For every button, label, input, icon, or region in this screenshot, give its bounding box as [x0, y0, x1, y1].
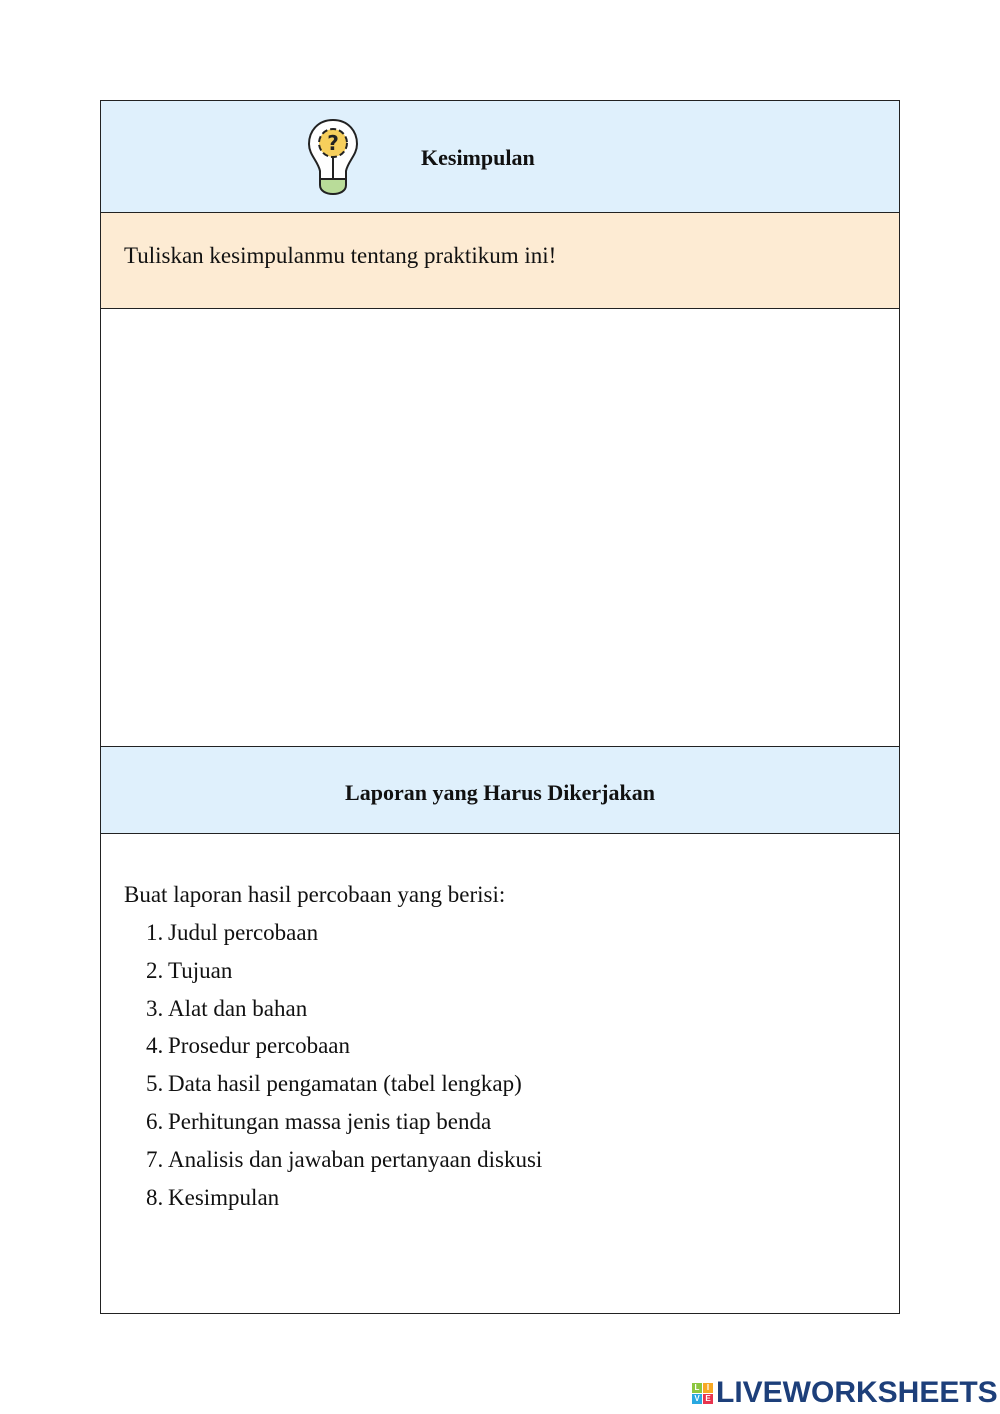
report-list: [124, 914, 864, 1216]
list-text: Tujuan: [168, 957, 233, 983]
report-intro: Buat laporan hasil percobaan yang berisi:: [124, 882, 506, 907]
report-header: [101, 747, 899, 834]
svg-text:?: ?: [327, 131, 339, 155]
lightbulb-gear-question-icon: [306, 117, 360, 197]
conclusion-prompt-row: [101, 213, 899, 309]
list-item: [124, 952, 864, 990]
list-text: Analisis dan jawaban pertanyaan diskusi: [168, 1146, 543, 1172]
worksheet-table: [100, 100, 900, 1314]
list-number: 4.: [146, 1033, 164, 1059]
list-item: [124, 1065, 864, 1103]
list-text: Judul percobaan: [168, 920, 319, 945]
logo-letter: E: [703, 1394, 713, 1404]
report-content: [101, 834, 899, 1313]
logo-letter: V: [692, 1394, 702, 1404]
logo-squares: [692, 1383, 713, 1404]
logo-text: LIVEWORKSHEETS: [716, 1376, 998, 1409]
list-item: [124, 1103, 864, 1141]
conclusion-answer-area[interactable]: [101, 309, 899, 747]
list-number: 8.: [146, 1184, 164, 1210]
list-text: Alat dan bahan: [168, 995, 308, 1021]
list-item: [124, 1027, 864, 1065]
list-number: 5.: [146, 1071, 164, 1097]
list-text: Prosedur percobaan: [168, 1033, 351, 1059]
conclusion-title: Kesimpulan: [421, 145, 535, 170]
list-item: [124, 914, 864, 952]
list-number: 3.: [146, 995, 164, 1021]
logo-letter: L: [692, 1383, 702, 1393]
conclusion-prompt: Tuliskan kesimpulanmu tentang praktikum ini!: [124, 243, 557, 268]
list-number: 1.: [146, 920, 164, 945]
logo-letter: I: [703, 1383, 713, 1393]
list-text: Kesimpulan: [168, 1184, 280, 1210]
liveworksheets-logo: [692, 1376, 998, 1410]
list-number: 2.: [146, 957, 164, 983]
list-item: [124, 1141, 864, 1179]
list-number: 7.: [146, 1146, 164, 1172]
list-item: [124, 1179, 864, 1217]
list-text: Perhitungan massa jenis tiap benda: [168, 1108, 492, 1134]
list-number: 6.: [146, 1108, 164, 1134]
report-title: Laporan yang Harus Dikerjakan: [345, 780, 655, 805]
list-item: [124, 990, 864, 1028]
list-text: Data hasil pengamatan (tabel lengkap): [168, 1071, 522, 1097]
conclusion-header: [101, 101, 899, 213]
